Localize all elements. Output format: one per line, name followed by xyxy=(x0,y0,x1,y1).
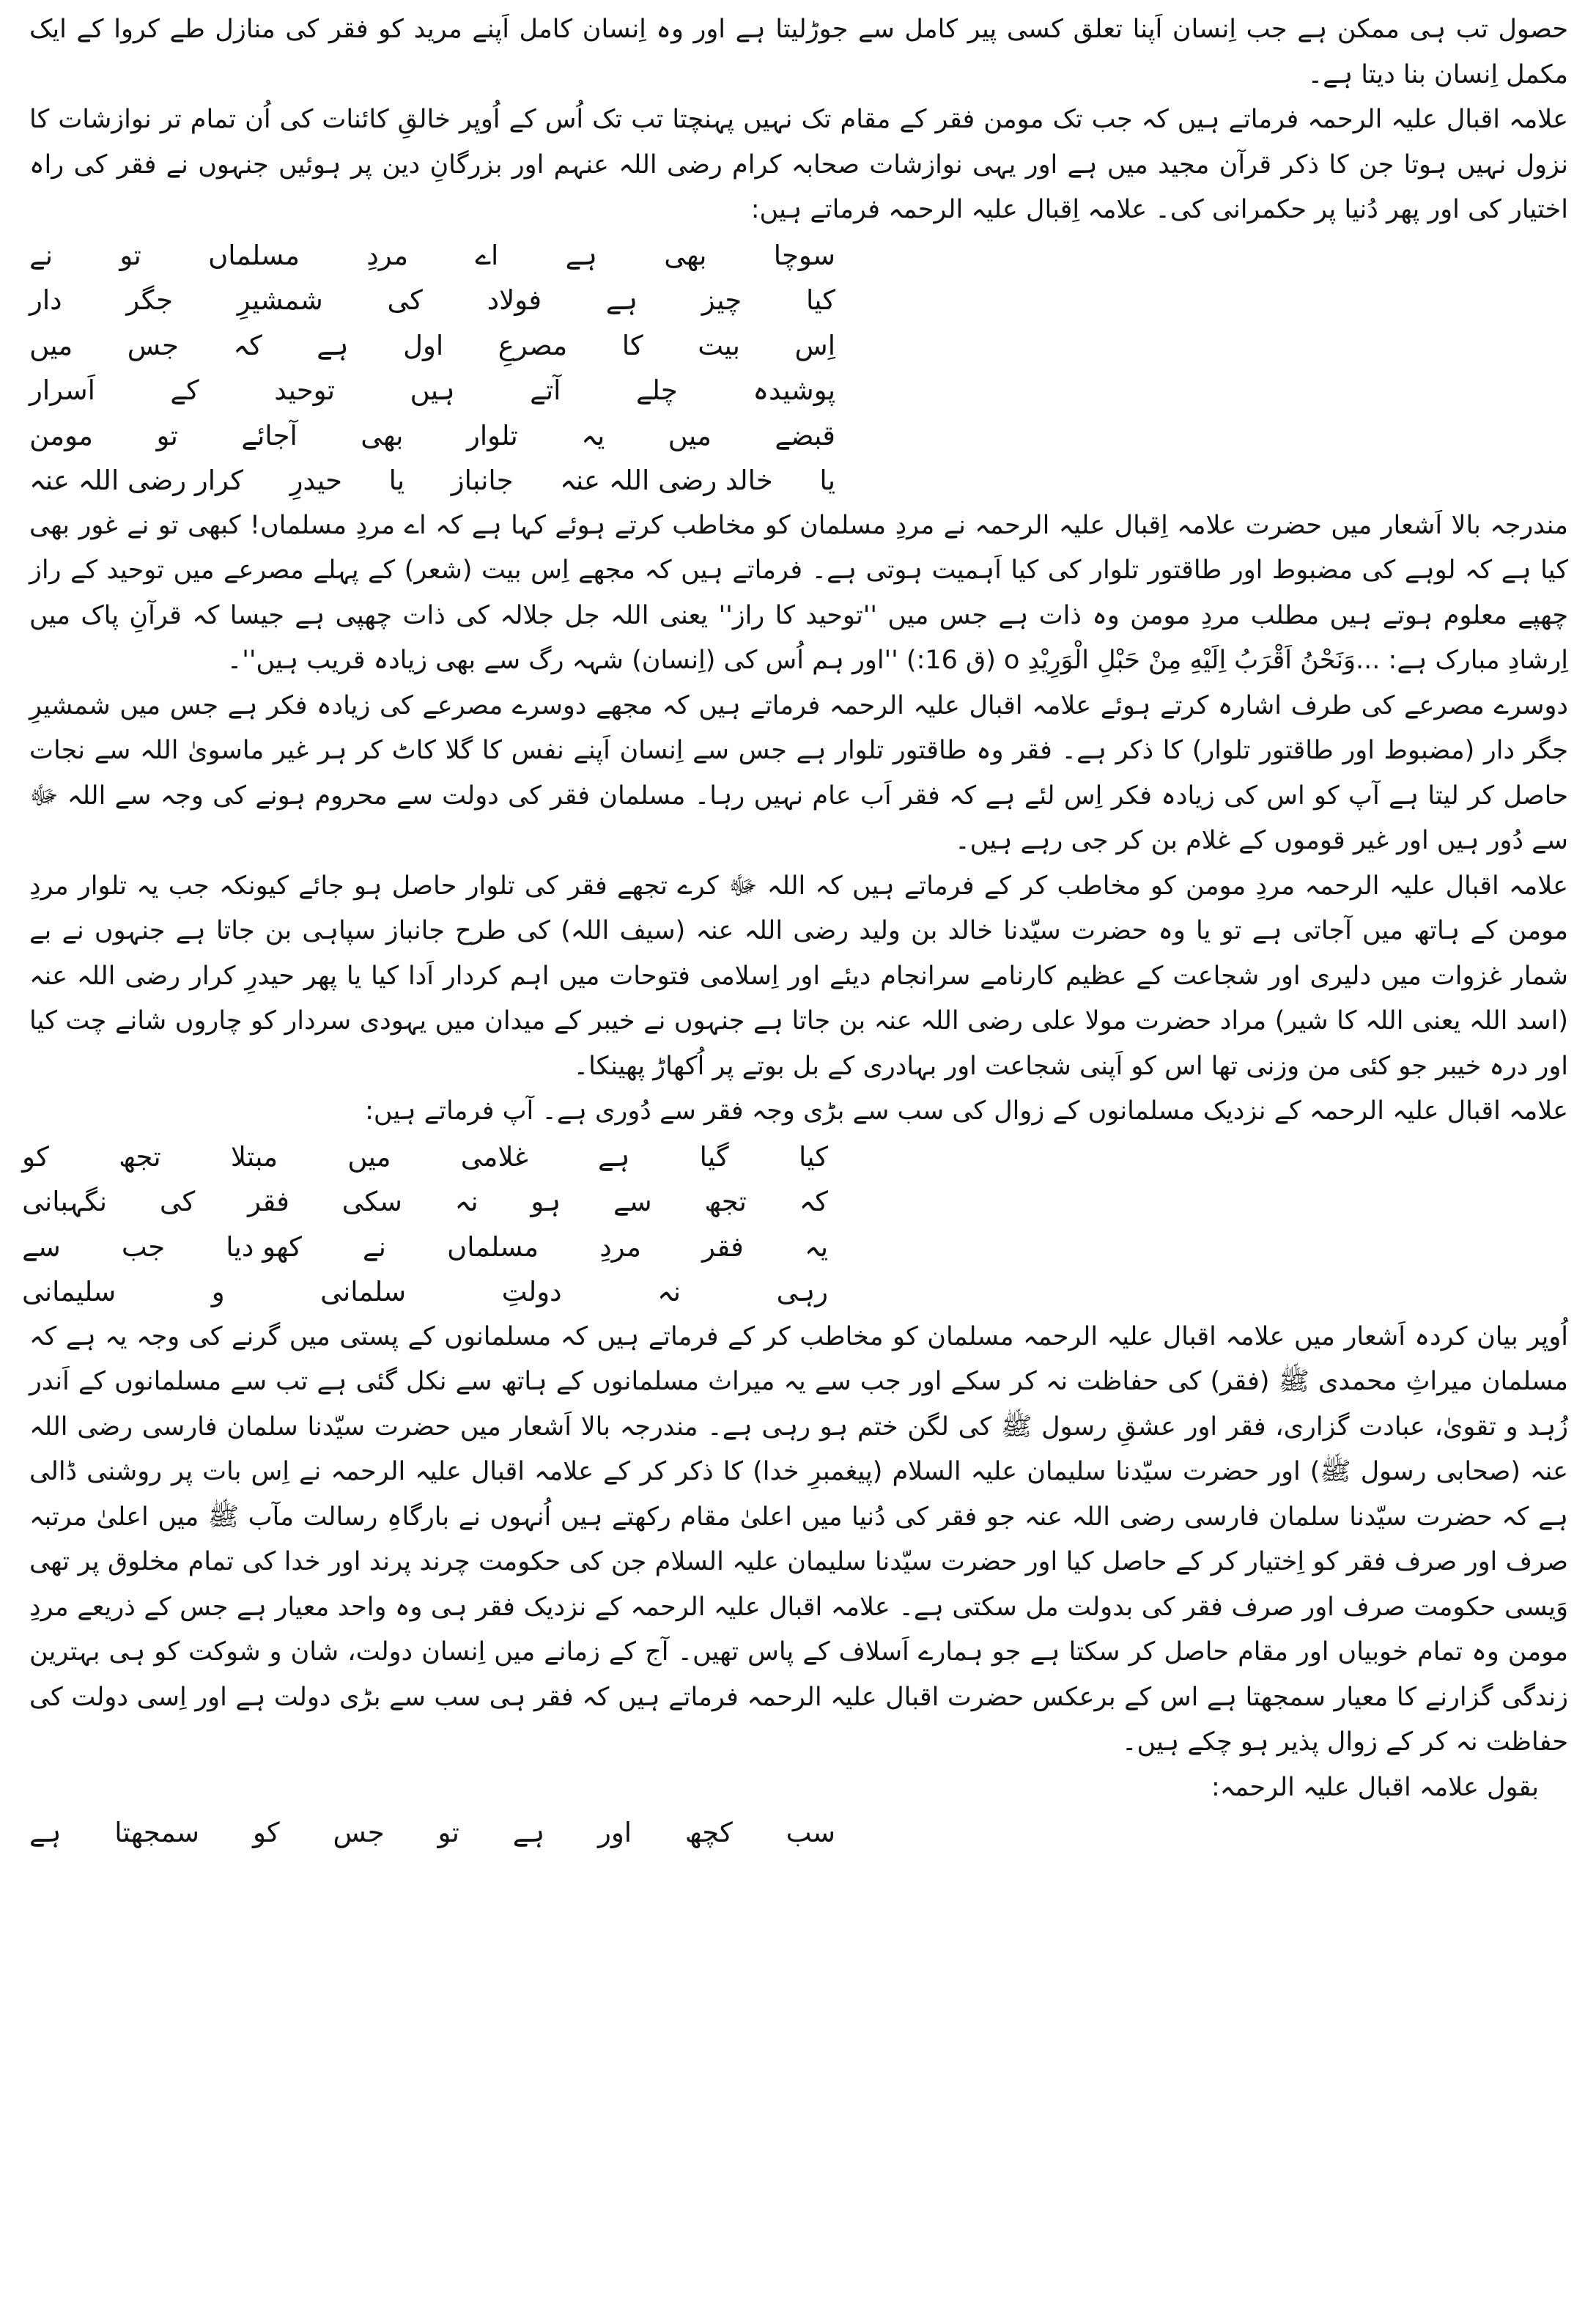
verse-word: توحید xyxy=(274,374,336,406)
verse-word: سے xyxy=(613,1186,652,1217)
verse-word: فقر xyxy=(702,1230,744,1263)
intro-section xyxy=(29,7,1568,233)
verse-word: و xyxy=(211,1276,225,1307)
verse-block-2 xyxy=(22,1134,828,1315)
verse-word: کی xyxy=(387,284,423,316)
verse-word: کہ xyxy=(799,1186,828,1217)
verse-word: یہ xyxy=(581,419,605,451)
verse-word: جب xyxy=(121,1230,166,1263)
verse-word: اِس xyxy=(794,329,835,361)
verse-word: تو xyxy=(156,419,178,451)
verse-word: تجھ xyxy=(704,1186,747,1217)
verse-word: کھو دیا xyxy=(226,1230,302,1263)
verse-word: ہے xyxy=(29,1817,62,1848)
paragraph: علامہ اقبال علیہ الرحمہ فرماتے ہیں کہ جب تک مومن فقر کے مقام تک نہیں پہنچتا تب تک اُس کے اُوپر خالقِ کائنات کی اُن تمام تر نوازشات کا نزول نہیں ہوتا جن کا ذکر قرآن مجید میں ہے اور یہی نوازشات صحابہ کرام رضی اللہ عنہم اور بزرگانِ دین پر ہوئیں جنہوں نے فقر کی راہ اختیار کی اور پھر دُنیا پر حکمرانی کی۔ علامہ اِقبال علیہ الرحمہ فرماتے ہیں: xyxy=(29,105,1568,224)
verse-word: تو xyxy=(119,239,141,271)
verse-line xyxy=(29,233,835,278)
verse-word: مردِ xyxy=(599,1230,641,1263)
paragraph: مندرجہ بالا اَشعار میں حضرت علامہ اِقبال علیہ الرحمہ نے مردِ مسلمان کو مخاطب کرتے ہوئے کہا ہے کہ اے مردِ مسلماں! کبھی تو نے غور بھی کیا ہے کہ لوہے کی مضبوط اور طاقتور تلوار کی کیا اَہمیت ہوتی ہے۔ فرماتے ہیں کہ مجھے اِس بیت (شعر) کے پہلے مصرعے میں توحید کے راز چھپے معلوم ہوتے ہیں مطلب مردِ مومن وہ ذات ہے جس میں ''توحید کا راز'' یعنی اللہ جل جلالہ کی ذات چھپی ہے جیسا کہ قرآنِ پاک میں اِرشادِ مبارک ہے: ...وَنَحْنُ اَقْرَبُ اِلَیْهِ مِنْ حَبْلِ الْوَرِیْدِ o (ق 16:) ''اور ہم اُس کی (اِنسان) شہہ رگ سے بھی زیادہ قریب ہیں''۔ xyxy=(29,510,1568,675)
verse-block-3 xyxy=(29,1810,835,1856)
verse-word: نے xyxy=(363,1230,386,1263)
verse-word: ہے xyxy=(605,284,638,316)
verse-word: سمجھتا xyxy=(114,1817,200,1848)
verse-word: حیدرِ xyxy=(289,465,342,496)
verse-word: تجھ xyxy=(119,1140,161,1173)
verse-word: یہ xyxy=(805,1230,828,1263)
verse-word: ہیں xyxy=(410,374,455,406)
verse-word: کرار رضی اللہ عنہ xyxy=(29,465,244,496)
explanation-section xyxy=(29,1315,1568,1765)
verse-word: مسلماں xyxy=(208,239,300,271)
verse-word: ہے xyxy=(512,1817,545,1848)
verse-word: ہے xyxy=(565,239,597,271)
verse-word: آجائے xyxy=(241,419,298,451)
verse-word: کیا xyxy=(805,284,835,316)
verse-word: شمشیرِ xyxy=(237,284,323,316)
verse-line xyxy=(22,1179,828,1225)
verse-word: بھی xyxy=(361,419,404,451)
verse-word: نہ xyxy=(454,1186,479,1217)
verse-word: کو xyxy=(252,1817,280,1848)
verse-word: تو xyxy=(437,1817,459,1848)
verse-word: چلے xyxy=(635,374,678,406)
paragraph: اُوپر بیان کردہ اَشعار میں علامہ اقبال علیہ الرحمہ مسلمان کو مخاطب کر کے فرماتے ہیں کہ مسلمانوں کے پستی میں گرنے کی وجہ یہ ہے کہ مسلمان میراثِ محمدی ﷺ (فقر) کی حفاظت نہ کر سکے اور جب سے یہ میراث مسلمانوں کے ہاتھ سے نکل گئی ہے تب سے مسلمانوں کے اَندر زُہد و تقویٰ، عبادت گزاری، فقر اور عشقِ رسول ﷺ کی لگن ختم ہو رہی ہے۔ مندرجہ بالا اَشعار میں حضرت سیّدنا سلمان فارسی رضی اللہ عنہ (صحابی رسول ﷺ) اور حضرت سیّدنا سلیمان علیہ السلام (پیغمبرِ خدا) کا ذکر کر کے علامہ اقبال علیہ الرحمہ نے اِس بات پر روشنی ڈالی ہے کہ حضرت سیّدنا سلمان فارسی رضی اللہ عنہ جو فقر کی دُنیا میں اعلیٰ مقام رکھتے ہیں اُنہوں نے بارگاہِ رسالت مآب ﷺ میں اعلیٰ مرتبہ صرف اور صرف فقر کو اِختیار کر کے حاصل کیا اور حضرت سیّدنا سلیمان علیہ السلام جن کی حکومت چرند پرند اور خدا کی تمام مخلوق پر تھی وَیسی حکومت صرف اور صرف فقر کی بدولت مل سکتی ہے۔ علامہ اقبال علیہ الرحمہ کے نزدیک فقر ہی وہ واحد معیار ہے جس کے ذریعے مردِ مومن وہ تمام خوبیاں اور مقام حاصل کر سکتا ہے جو ہمارے اَسلاف کے پاس تھیں۔ آج کے زمانے میں اِنسان دولت، شان و شوکت کو ہی بہترین زندگی گزارنے کا معیار سمجھتا ہے اس کے برعکس حضرت اقبال علیہ الرحمہ فرماتے ہیں کہ فقر ہی سب سے بڑی دولت ہے اور اِسی دولت کی حفاظت نہ کر کے زوال پذیر ہو چکے ہیں۔ xyxy=(29,1321,1568,1757)
verse-word: ہے xyxy=(317,329,349,361)
paragraph: علامہ اقبال علیہ الرحمہ کے نزدیک مسلمانوں کے زوال کی سب سے بڑی وجہ فقر سے دُوری ہے۔ آپ فرماتے ہیں: xyxy=(365,1096,1568,1126)
verse-word: اول xyxy=(403,329,444,361)
verse-word: مبتلا xyxy=(230,1140,278,1173)
verse-word: اور xyxy=(598,1817,632,1848)
verse-word: چیز xyxy=(701,284,742,316)
verse-word: اَسرار xyxy=(29,374,95,406)
verse-word: خالد رضی اللہ عنہ xyxy=(560,465,773,496)
verse-word: یا xyxy=(388,465,405,496)
verse-word: کی xyxy=(159,1186,196,1217)
verse-word: سے xyxy=(22,1230,61,1263)
verse-word: ہے xyxy=(598,1140,630,1173)
verse-word: دار xyxy=(29,284,62,316)
verse-word: جانباز xyxy=(451,465,514,496)
verse-word: مصرعِ xyxy=(498,329,568,361)
verse-line xyxy=(29,323,835,369)
verse-word: فولاد xyxy=(487,284,542,316)
verse-word: سکی xyxy=(341,1186,402,1217)
verse-word: کیا xyxy=(798,1140,828,1173)
verse-word: سب xyxy=(786,1817,835,1848)
verse-line xyxy=(29,413,835,459)
verse-line xyxy=(29,1810,835,1856)
paragraph: دوسرے مصرعے کی طرف اشارہ کرتے ہوئے علامہ اقبال علیہ الرحمہ فرماتے ہیں کہ مجھے دوسرے مصرعے کی زیادہ فکر ہے جس میں شمشیرِ جگر دار (مضبوط اور طاقتور تلوار) کا ذکر ہے۔ فقر وہ طاقتور تلوار ہے جس سے اِنسان اَپنے نفس کا گلا کاٹ کر ہر غیر ماسویٰ اللہ سے نجات حاصل کر لیتا ہے آپ کو اس کی زیادہ فکر اِس لئے ہے کہ فقر اَب عام نہیں رہا۔ مسلمان فقر کی دولت سے محروم ہونے کی وجہ سے اللہ ﷻ سے دُور ہیں اور غیر قوموں کے غلام بن کر جی رہے ہیں۔ xyxy=(29,690,1568,855)
verse-word: جس xyxy=(127,329,179,361)
verse-word: کو xyxy=(22,1140,49,1173)
verse-line xyxy=(22,1269,828,1315)
verse-line xyxy=(29,368,835,413)
verse-word: بھی xyxy=(664,239,707,271)
verse-word: پوشیدہ xyxy=(753,374,835,406)
verse-word: میں xyxy=(347,1140,391,1173)
paragraph: علامہ اقبال علیہ الرحمہ مردِ مومن کو مخاطب کر کے فرماتے ہیں کہ اللہ ﷻ کرے تجھے فقر کی تلوار حاصل ہو جائے کیونکہ جب یہ تلوار مردِ مومن کے ہاتھ میں آجاتی ہے تو یا وہ حضرت سیّدنا خالد بن ولید رضی اللہ عنہ (سیف اللہ) کی طرح جانباز سپاہی بن جاتا ہے جنہوں نے بے شمار غزوات میں دلیری اور شجاعت کے عظیم کارنامے سرانجام دیئے اور اِسلامی فتوحات میں اہم کردار اَدا کیا یا پھر حیدرِ کرار رضی اللہ عنہ (اسد اللہ یعنی اللہ کا شیر) مراد حضرت مولا علی رضی اللہ عنہ بن جاتا ہے جنہوں نے خیبر کے میدان میں یہودی سردار کو چاروں شانے چت کیا اور درہ خیبر جو کئی من وزنی تھا اس کو اَپنی شجاعت اور بہادری کے بل بوتے پر اُکھاڑ پھینکا۔ xyxy=(29,871,1568,1081)
verse-word: ہو xyxy=(531,1186,561,1217)
verse-word: کچھ xyxy=(684,1817,733,1848)
verse-word: اے xyxy=(475,239,499,271)
verse-word: بیت xyxy=(698,329,740,361)
verse-word: یا xyxy=(819,465,835,496)
verse-word: میں xyxy=(668,419,712,451)
verse-word: تلوار xyxy=(466,419,518,451)
verse-word: دولتِ xyxy=(501,1276,562,1307)
verse-word: قبضے xyxy=(775,419,835,451)
verse-line xyxy=(22,1225,828,1270)
verse-line xyxy=(22,1134,828,1180)
paragraph: حصول تب ہی ممکن ہے جب اِنسان اَپنا تعلق کسی پیر کامل سے جوڑلیتا ہے اور وہ اِنسان کامل اَپنے مرید کو فقر کی منازل طے کروا کے ایک مکمل اِنسان بنا دیتا ہے۔ xyxy=(29,15,1568,89)
verse-word: جگر xyxy=(126,284,174,316)
verse-word: آتے xyxy=(530,374,561,406)
verse-word: نگہبانی xyxy=(22,1186,108,1217)
verse-word: غلامی xyxy=(460,1140,528,1173)
closing-heading: بقول علامہ اقبال علیہ الرحمہ: xyxy=(1211,1772,1539,1802)
verse-word: رہی xyxy=(776,1276,828,1307)
verse-word: گیا xyxy=(699,1140,729,1173)
verse-word: سلیمانی xyxy=(22,1276,117,1307)
verse-word: فقر xyxy=(248,1186,289,1217)
verse-word: سلمانی xyxy=(320,1276,407,1307)
verse-word: مسلماں xyxy=(447,1230,539,1263)
verse-word: جس xyxy=(333,1817,385,1848)
verse-word: سوچا xyxy=(773,239,835,271)
verse-line xyxy=(29,278,835,323)
verse-word: مردِ xyxy=(366,239,409,271)
verse-word: میں xyxy=(29,329,73,361)
verse-word: نے xyxy=(29,239,53,271)
verse-word: کہ xyxy=(233,329,262,361)
commentary-section xyxy=(29,503,1568,1134)
verse-line xyxy=(29,458,835,503)
document-page xyxy=(22,7,1568,2301)
verse-word: کے xyxy=(170,374,199,406)
verse-block-1 xyxy=(29,233,835,503)
verse-word: نہ xyxy=(657,1276,681,1307)
verse-word: مومن xyxy=(29,419,93,451)
verse-word: کا xyxy=(621,329,643,361)
